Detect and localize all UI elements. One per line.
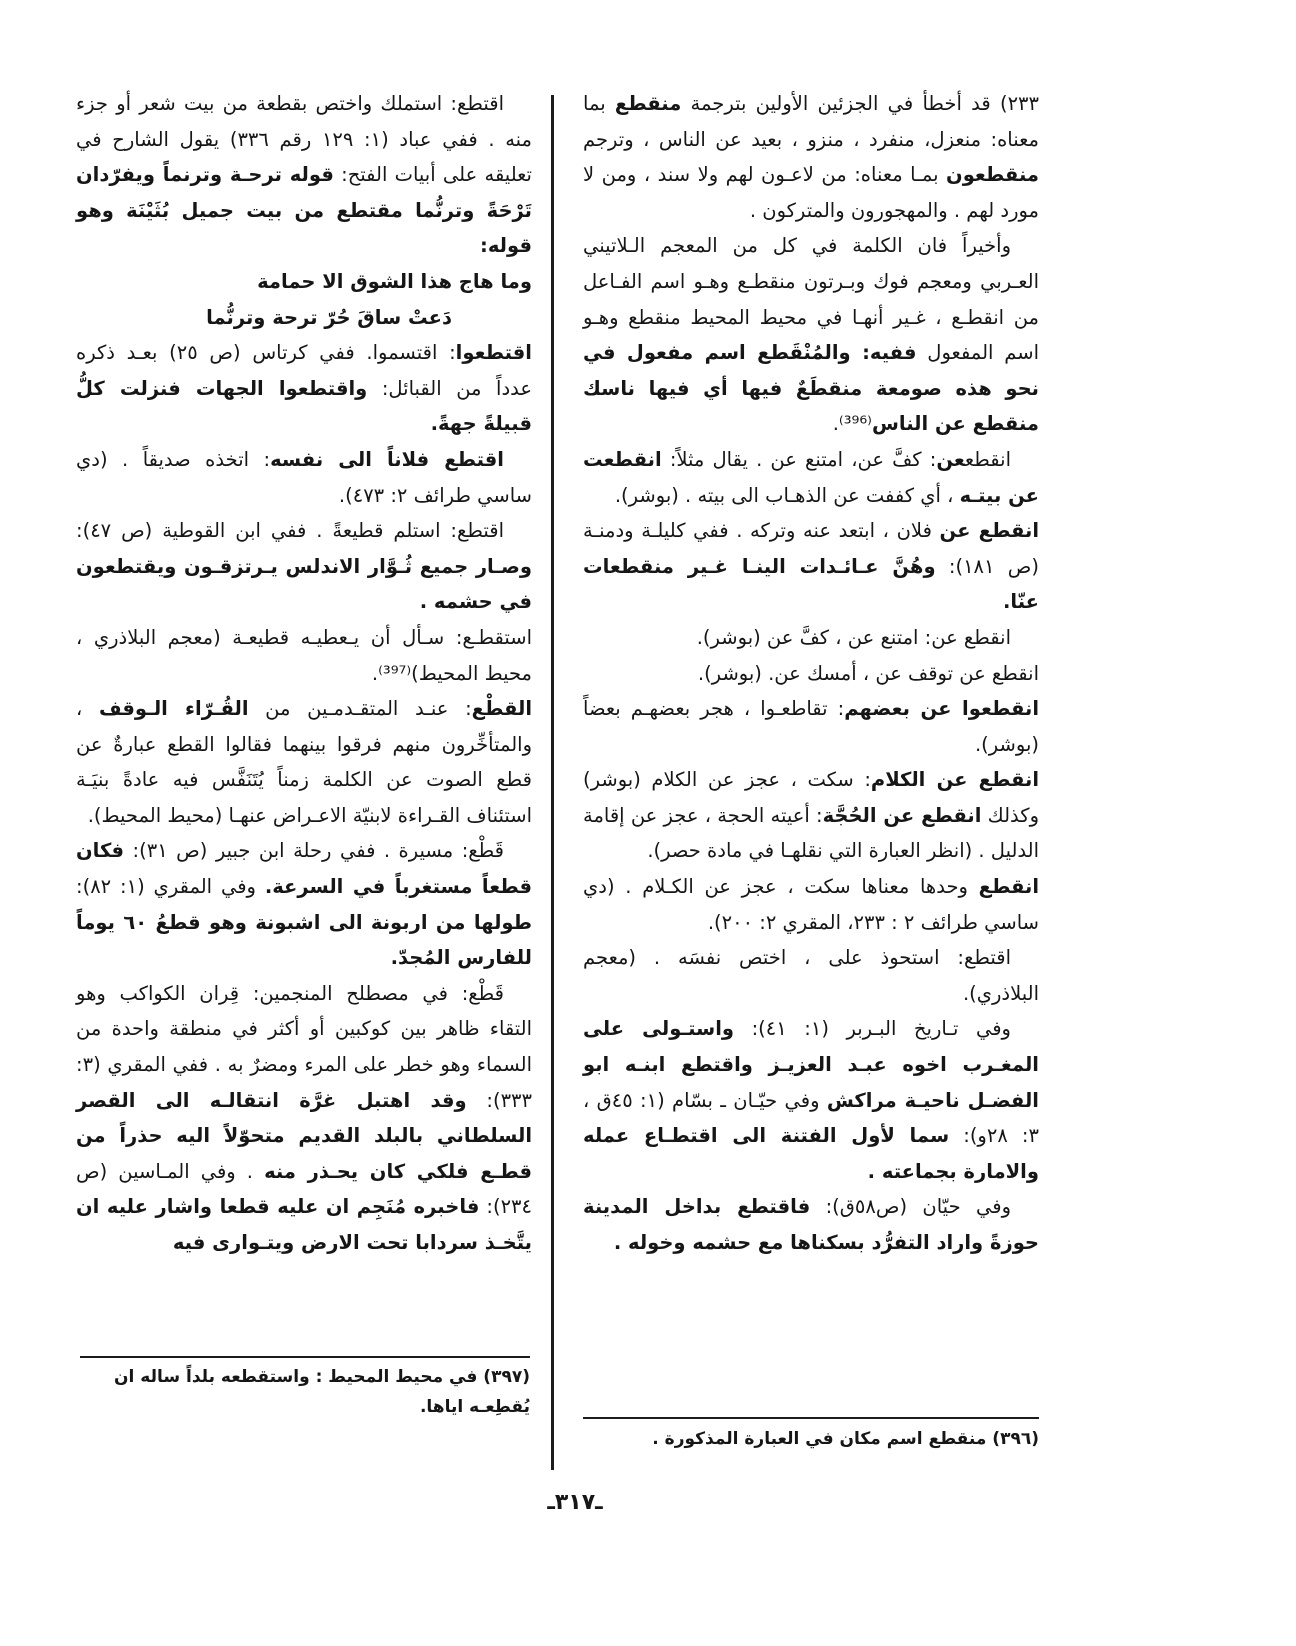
bold-text: طولها من اربونة الى اشبونة وهو قطعُ ٦٠ يوماً للفارس المُجدّ.: [76, 910, 532, 970]
text: : سكت ، عجز عن الكلام (بوشر) وكذلك: [583, 768, 1039, 827]
text: بما معناه: منعزل، منفرد ، منزو ، بعيد عن الناس ، وترجم: [583, 92, 1039, 151]
right-column: [583, 86, 1039, 1261]
bold-text: وما هاج هذا الشوق الا حمامة: [257, 269, 532, 293]
text: استقطـع: سـأل أن يـعطيـه قطيعـة (معجم البلاذري ، محيط المحيط)⁽³⁹⁷⁾.: [76, 625, 532, 685]
bold-text: القطْع: [471, 697, 532, 721]
bold-text: اقتطعوا: [455, 341, 532, 365]
bold-text: دَعتْ ساقَ حُرّ ترحة وترنُّما: [206, 305, 452, 329]
paragraph: [76, 513, 532, 620]
paragraph: [76, 691, 532, 833]
bold-text: عن: [936, 447, 965, 471]
text: اقتطع: استحوذ على ، اختص نفسَه . (معجم البلاذري).: [583, 946, 1039, 1005]
paragraph: [583, 442, 1039, 513]
text: فلان ، ابتعد عنه وتركه . ففي كليلـة ودمنـة (ص ١٨١):: [583, 519, 1039, 578]
paragraph: [76, 620, 532, 691]
text: : أعيته الحجة ، عجز عن إقامة الدليل . (انظر العبارة التي نقلهـا في مادة حصر).: [583, 803, 1039, 863]
text: وفي المقري (١: ٨٢):: [76, 875, 265, 899]
column-divider: [551, 95, 554, 1470]
paragraph: [583, 620, 1039, 656]
paragraph: [583, 656, 1039, 692]
text: . وفي المـاسين (ص ٢٣٤):: [76, 1159, 532, 1219]
bold-text: فكان قطعاً مستغرباً في السرعة.: [76, 839, 532, 899]
paragraph: [583, 1189, 1039, 1260]
bold-text: انقطعت عن بيتـه: [583, 447, 1039, 507]
footnote-rule-left: [80, 1356, 530, 1358]
paragraph: [583, 762, 1039, 869]
text: بمـا معناه: من لاعـون لهم ولا سند ، ومن لا مورد لهم . والمهجورون والمتركون .: [583, 163, 1039, 222]
text: اقتطع: استلم قطيعةً . ففي ابن القوطية (ص ٤٧):: [76, 519, 504, 543]
bold-text: وهُنَّ عـائـدات الينـا غـير منقطعات عنّا.: [583, 554, 1039, 614]
text: ، أي كففت عن الذهـاب الى بيته . (بوشر).: [614, 483, 960, 507]
text: ⁽³⁹⁶⁾.: [832, 412, 872, 436]
text: : كفَّ عن، امتنع عن . يقال مثلاً:: [661, 447, 937, 471]
paragraph: [76, 300, 532, 336]
bold-text: واستـولى على المغـرب اخوه عبـد العزيـز واقتطع ابنـه ابو الفضـل ناحيـة مراكش: [583, 1017, 1039, 1112]
bold-text: انقطع: [978, 875, 1039, 899]
bold-text: قوله ترحـة وترنماً ويفرّدان تَرْحَةً وترنُّما مقتطع من بيت جميل بُثَيْنَة وهو قوله:: [76, 163, 532, 258]
bold-text: سما لأول الفتنة الى اقتطـاع عمله والامارة بجماعته .: [583, 1124, 1039, 1183]
footnote-left: (٣٩٧) في محيط المحيط : واستقطعه بلداً ساله ان يُقطِعـه اياها.: [114, 1367, 530, 1417]
footnote-right: (٣٩٦) منقطع اسم مكان في العبارة المذكورة .: [652, 1429, 1039, 1449]
bold-text: وقد اهتبل غرَّة انتقالـه الى القصر السلطاني بالبلد القديم متحوّلاً اليه حذراً من قطـع فلكي كان يحـذر منه: [76, 1088, 532, 1183]
bold-text: وصـار جميع ثُـوَّار الاندلس يـرتزقـون ويقتطعون في حشمه .: [76, 554, 532, 614]
text: اقتطع: استملك واختص بقطعة من بيت شعر أو جزء منه . ففي عباد (١: ١٢٩ رقم ٣٣٦) يقول الشارح في تعليقه على أبيات الفتح:: [76, 92, 532, 187]
paragraph: [583, 940, 1039, 1011]
text: ٢٣٣) قد أخطأ في الجزئين الأولين بترجمة: [681, 92, 1039, 115]
text: انقطع عن توقف عن ، أمسك عن. (بوشر).: [697, 661, 1039, 685]
paragraph: [76, 264, 532, 300]
bold-text: انقطع عن الكلام: [870, 768, 1040, 792]
text: انقطع: [964, 447, 1011, 471]
paragraph: [583, 513, 1039, 620]
text: قَطْع: مسيرة . ففي رحلة ابن جبير (ص ٣١):: [124, 839, 504, 863]
paragraph: [76, 442, 532, 513]
bold-text: فاقتطع بداخل المدينة حوزةً واراد التفرُّد بسكناها مع حشمه وخوله .: [583, 1195, 1039, 1254]
bold-text: منقطع: [614, 92, 682, 115]
paragraph: [583, 691, 1039, 762]
bold-text: فاخبره مُنَجِم ان عليه قطعا واشار عليه ان يتَّخـذ سردابا تحت الارض ويتـوارى فيه: [76, 1195, 532, 1254]
text: وحدها معناها سكت ، عجز عن الكـلام . (دي ساسي طرائف ٢ : ٢٣٣، المقري ٢: ٢٠٠).: [583, 875, 1039, 934]
text: قَطْع: في مصطلح المنجمين: قِران الكواكب وهو التقاء ظاهر بين كوكبين أو أكثر في منطقة واحدة من السماء وهو خطر على المرء ومضرٌ به . ففي المقري (٣: ٣٣٣):: [76, 981, 532, 1112]
bold-text: منقطعون: [946, 163, 1039, 187]
paragraph: [583, 1011, 1039, 1189]
left-column: [76, 86, 532, 1261]
text: ، والمتأخِّرون منهم فرقوا بينهما فقالوا القطع عبارةٌ عن قطع الصوت عن الكلمة زمناً يُتَنَفَّس فيه عادةً بنيَـة استئناف القـراءة لابنيّة الاعـراض عنهـا (محيط المحيط).: [76, 697, 532, 827]
text: وفي حيّـان ـ بسّام (١: ٤٥ق ، ٣: ٢٨و):: [583, 1088, 1039, 1148]
text: وفي حيّان (ص٥٨ق):: [810, 1195, 1011, 1219]
text: : اتخذه صديقاً . (دي ساسي طرائف ٢: ٤٧٣).: [76, 447, 532, 507]
paragraph: [583, 228, 1039, 442]
bold-text: القُـرّاء الـوقف: [98, 697, 249, 721]
text: : تقاطعـوا ، هجر بعضهـم بعضاً (بوشر).: [583, 697, 1039, 756]
text: وأخيراً فان الكلمة في كل من المعجم الـلاتيني العـربي ومعجم فوك وبـرتون منقطـع وهـو اسم الفـاعل من انقطـع ، غـير أنهـا في محيط المحيط منقطع وهـو اسم المفعول: [583, 234, 1039, 365]
text: : اقتسموا. ففي كرتاس (ص ٢٥) بعـد ذكره عدداً من القبائل:: [76, 341, 532, 400]
text: : عنـد المتقـدمـين من: [248, 697, 472, 721]
paragraph: [76, 833, 532, 975]
page-number: ـ٣١٧ـ: [547, 1490, 603, 1515]
bold-text: واقتطعوا الجهات فنزلت كلُّ قبيلةً جهةً.: [76, 376, 532, 436]
paragraph: [76, 335, 532, 442]
bold-text: اقتطع فلاناً الى نفسه: [270, 447, 504, 471]
paragraph: [76, 86, 532, 264]
footnote-rule-right: [583, 1417, 1039, 1419]
text: وفي تـاريخ البـربر (١: ٤١):: [734, 1017, 1011, 1041]
bold-text: انقطع عن الحُجَّة: [822, 803, 982, 827]
text: انقطع عن: امتنع عن ، كفَّ عن (بوشر).: [696, 625, 1011, 649]
bold-text: انقطع عن: [939, 519, 1040, 543]
paragraph: [76, 976, 532, 1261]
paragraph: [583, 869, 1039, 940]
paragraph: [583, 86, 1039, 228]
bold-text: ففيه: والمُنْقَطع اسم مفعول في نحو هذه صومعة منقطَعٌ فيها أي فيها ناسك منقطع عن الناس: [583, 341, 1039, 436]
bold-text: انقطعوا عن بعضهم: [844, 697, 1040, 721]
